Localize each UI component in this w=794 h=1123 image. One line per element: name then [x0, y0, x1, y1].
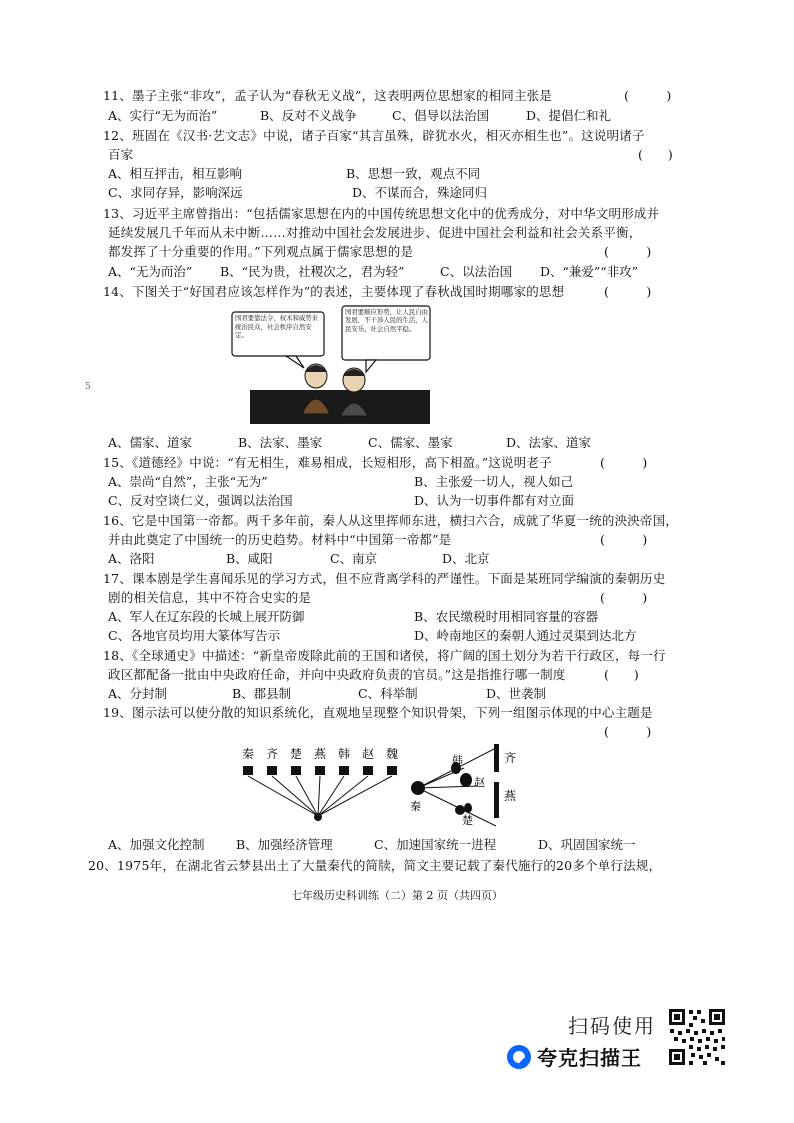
answer-paren-17: ( ) — [600, 590, 648, 605]
q12-option-d: D、不谋而合，殊途同归 — [352, 185, 488, 200]
q14-cartoon — [226, 302, 436, 426]
q19-option-d: D、巩固国家统一 — [538, 837, 636, 852]
quark-logo-icon — [507, 1045, 531, 1069]
q16-option-d: D、北京 — [442, 551, 490, 566]
q16-option-c: C、南京 — [330, 551, 378, 566]
q14-option-b: B、法家、墨家 — [238, 435, 323, 450]
answer-paren-13: ( ) — [604, 244, 652, 259]
question-17-cont: 剧的相关信息，其中不符合史实的是 — [108, 590, 312, 605]
question-17: 17、课本剧是学生喜闻乐见的学习方式，但不应背离学科的严谨性。下面是某班同学编演的秦朝历史 — [103, 571, 666, 586]
question-18-cont: 政区都配备一批由中央政府任命，并向中央政府负责的官员。”这是指推行哪一制度 — [108, 667, 566, 682]
map-label-zhao: 赵 — [474, 776, 485, 789]
converging-lines — [248, 776, 392, 816]
question-13: 13、习近平主席曾指出：“包括儒家思想在内的中国传统思想文化中的优秀成分，对中华文明形成并 — [103, 206, 660, 221]
question-12-cont: 百家 — [108, 147, 134, 162]
map-label-qi: 齐 — [504, 751, 517, 765]
answer-paren-15: ( ) — [600, 455, 648, 470]
q13-option-a: A、“无为而治” — [108, 264, 193, 279]
q15-option-b: B、主张爱一切人，视人如己 — [414, 474, 574, 489]
q14-option-d: D、法家、道家 — [506, 435, 592, 450]
bubble-right-text: 国君要顺应形势，让人民自由发展，不干涉人民的生活，人民安乐，社会自然平稳。 — [345, 308, 429, 333]
q19-option-b: B、加强经济管理 — [236, 837, 333, 852]
bar-yan — [494, 782, 499, 818]
bubble-left-text: 国君要靠法令、权术和威势来统治民众，社会秩序自然安定。 — [235, 314, 319, 340]
q11-option-c: C、倡导以法治国 — [392, 108, 490, 123]
q12-option-c: C、求同存异，影响深远 — [108, 185, 243, 200]
stray-mark: 5 — [85, 382, 91, 392]
q17-option-d: D、岭南地区的秦朝人通过灵渠到达北方 — [414, 628, 637, 643]
map-label-chu: 楚 — [462, 814, 473, 827]
q14-option-c: C、儒家、墨家 — [368, 435, 453, 450]
state-label-yan: 燕 — [314, 747, 327, 761]
state-label-chu: 楚 — [290, 747, 303, 761]
question-20: 20、1975年，在湖北省云梦县出土了大量秦代的简牍，简文主要记载了秦代施行的20多个单行法规， — [88, 858, 662, 873]
question-13-cont: 延续发展几千年而从未中断……对推动中国社会发展进步、促进中国社会利益和社会关系平衡， — [108, 225, 642, 240]
script-glyphs — [243, 766, 397, 775]
q12-option-b: B、思想一致，观点不同 — [346, 166, 481, 181]
bar-qi — [494, 744, 499, 772]
question-15: 15、《道德经》中说：“有无相生，难易相成，长短相形，高下相盈。”这说明老子 — [103, 455, 552, 470]
question-13-cont2: 都发挥了十分重要的作用。”下列观点属于儒家思想的是 — [108, 244, 414, 259]
qr-code-icon[interactable] — [667, 1007, 727, 1067]
q14-option-a: A、儒家、道家 — [108, 435, 193, 450]
q18-option-a: A、分封制 — [108, 686, 168, 701]
q15-option-c: C、反对空谈仁义，强调以法治国 — [108, 493, 293, 508]
question-18: 18、《全球通史》中描述：“新皇帝废除此前的王国和诸侯，将广阔的国土划分为若干行政区，每一行 — [103, 648, 666, 663]
answer-paren-12: ( ) — [638, 147, 673, 162]
state-label-zhao: 赵 — [362, 747, 375, 761]
q13-option-d: D、“兼爱”“非攻” — [540, 264, 639, 279]
q18-option-c: C、科举制 — [358, 686, 418, 701]
q19-option-a: A、加强文化控制 — [108, 837, 205, 852]
q11-option-d: D、提倡仁和礼 — [526, 108, 612, 123]
q18-option-b: B、郡县制 — [232, 686, 292, 701]
question-19: 19、图示法可以使分散的知识系统化，直观地呈现整个知识骨架，下列一组图示体现的中心主题是 — [103, 705, 653, 720]
map-label-yan: 燕 — [504, 789, 517, 803]
q18-option-d: D、世袭制 — [486, 686, 547, 701]
answer-paren-11: ( ) — [624, 88, 672, 103]
q19-unification-diagram — [232, 744, 412, 824]
scan-to-use-label: 扫码使用 — [568, 1014, 656, 1038]
q12-option-a: A、相互抨击，相互影响 — [108, 166, 243, 181]
q13-option-b: B、“民为贵，社稷次之，君为轻” — [220, 264, 405, 279]
unified-node — [314, 813, 322, 821]
scanner-brand — [507, 1042, 642, 1071]
question-12: 12、班固在《汉书·艺文志》中说，诸子百家“其言虽殊，辟犹水火，相灭亦相生也”。这说明诸子 — [103, 128, 645, 143]
q13-option-c: C、以法治国 — [440, 264, 513, 279]
q11-option-b: B、反对不义战争 — [260, 108, 357, 123]
scanner-brand-name: 夸克扫描王 — [537, 1046, 642, 1070]
answer-paren-19: ( ) — [604, 724, 652, 739]
q15-option-a: A、崇尚“自然”，主张“无为” — [108, 474, 268, 489]
q17-option-a: A、军人在辽东段的长城上展开防御 — [108, 609, 305, 624]
state-label-wei: 魏 — [386, 747, 399, 761]
state-labels — [242, 746, 398, 761]
page-footer: 七年级历史科训练（二）第 2 页（共四页） — [291, 889, 503, 902]
q17-option-b: B、农民缴税时用相同容量的容器 — [414, 609, 599, 624]
answer-paren-16: ( ) — [600, 532, 648, 547]
question-11: 11、墨子主张“非攻”，孟子认为“春秋无义战”，这表明两位思想家的相同主张是 — [103, 88, 553, 103]
q19-conquest-diagram — [404, 740, 554, 828]
q15-option-d: D、认为一切事件都有对立面 — [414, 493, 575, 508]
state-label-han: 韩 — [338, 747, 351, 761]
question-14: 14、下图关于“好国君应该怎样作为”的表述，主要体现了春秋战国时期哪家的思想 — [103, 284, 565, 299]
answer-paren-18: ( ) — [604, 667, 639, 682]
map-label-qin: 秦 — [410, 800, 421, 813]
state-label-qi: 齐 — [266, 747, 279, 761]
question-16: 16、它是中国第一帝都。两千多年前，秦人从这里挥师东进，横扫六合，成就了华夏一统的泱泱帝国， — [103, 513, 679, 528]
q19-option-c: C、加速国家统一进程 — [374, 837, 497, 852]
map-label-han: 韩 — [452, 754, 463, 767]
answer-paren-14: ( ) — [604, 284, 652, 299]
q17-option-c: C、各地官员均用大篆体写告示 — [108, 628, 281, 643]
question-16-cont: 并由此奠定了中国统一的历史趋势。材料中“中国第一帝都”是 — [108, 532, 452, 547]
q16-option-b: B、咸阳 — [226, 551, 273, 566]
state-label-qin: 秦 — [242, 747, 255, 761]
q16-option-a: A、洛阳 — [108, 551, 155, 566]
q11-option-a: A、实行“无为而治” — [108, 108, 218, 123]
table-shadow — [250, 390, 430, 424]
